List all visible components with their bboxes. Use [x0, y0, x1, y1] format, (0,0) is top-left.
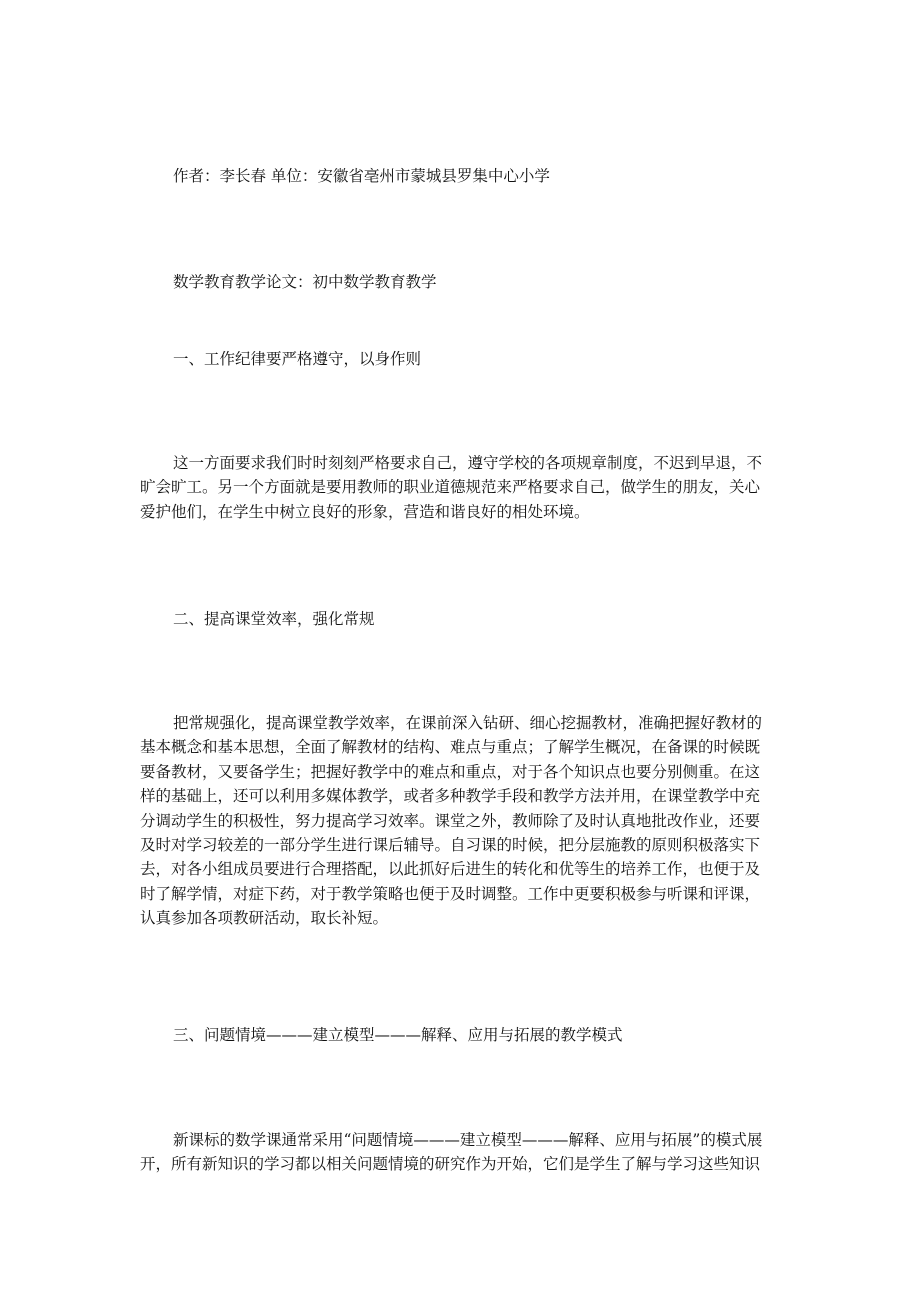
- section-2-paragraph: [140, 711, 800, 931]
- section-3-paragraph: [140, 1128, 800, 1177]
- section-2-heading: 二、提高课堂效率，强化常规: [173, 610, 375, 628]
- paragraph-line: 这一方面要求我们时时刻刻严格要求自己，遵守学校的各项规章制度，不迟到早退，不: [173, 454, 763, 472]
- paragraph-line: 把常规强化，提高课堂教学效率，在课前深入钻研、细心挖掘教材，准确把握好教材的: [173, 714, 763, 732]
- paragraph-line: 样的基础上，还可以利用多媒体教学，或者多种教学手段和教学方法并用，在课堂教学中充: [140, 787, 761, 806]
- paragraph-line: 认真参加各项教研活动，取长补短。: [140, 909, 389, 928]
- paragraph-line: 开，所有新知识的学习都以相关问题情境的研究作为开始，它们是学生了解与学习这些知识: [140, 1155, 761, 1174]
- paragraph-line: 旷会旷工。另一个方面就是要用教师的职业道德规范来严格要求自己，做学生的朋友，关心: [140, 478, 761, 497]
- paragraph-line: 爱护他们，在学生中树立良好的形象，营造和谐良好的相处环境。: [140, 502, 590, 521]
- section-3-heading: 三、问题情境———建立模型———解释、应用与拓展的教学模式: [173, 1026, 623, 1044]
- paragraph-line: 及时对学习较差的一部分学生进行课后辅导。自习课的时候，把分层施教的原则积极落实下: [140, 836, 761, 855]
- paragraph-line: 去，对各小组成员要进行合理搭配，以此抓好后进生的转化和优等生的培养工作，也便于及: [140, 860, 761, 879]
- paragraph-line: 基本概念和基本思想，全面了解教材的结构、难点与重点；了解学生概况，在备课的时候既: [140, 738, 761, 757]
- section-1-heading: 一、工作纪律要严格遵守，以身作则: [173, 350, 422, 368]
- document-title: 数学教育教学论文：初中数学教育教学: [173, 273, 437, 291]
- paragraph-line: 分调动学生的积极性，努力提高学习效率。课堂之外，教师除了及时认真地批改作业，还要: [140, 811, 761, 830]
- author-byline: 作者：李长春 单位：安徽省亳州市蒙城县罗集中心小学: [173, 167, 550, 185]
- paragraph-line: 要备教材，又要备学生；把握好教学中的难点和重点，对于各个知识点也要分别侧重。在这: [140, 762, 761, 781]
- paragraph-line: 新课标的数学课通常采用“问题情境———建立模型———解释、应用与拓展”的模式展: [173, 1131, 763, 1149]
- paragraph-line: 时了解学情，对症下药，对于教学策略也便于及时调整。工作中更要积极参与听课和评课，: [140, 884, 761, 903]
- section-1-paragraph: [140, 451, 800, 524]
